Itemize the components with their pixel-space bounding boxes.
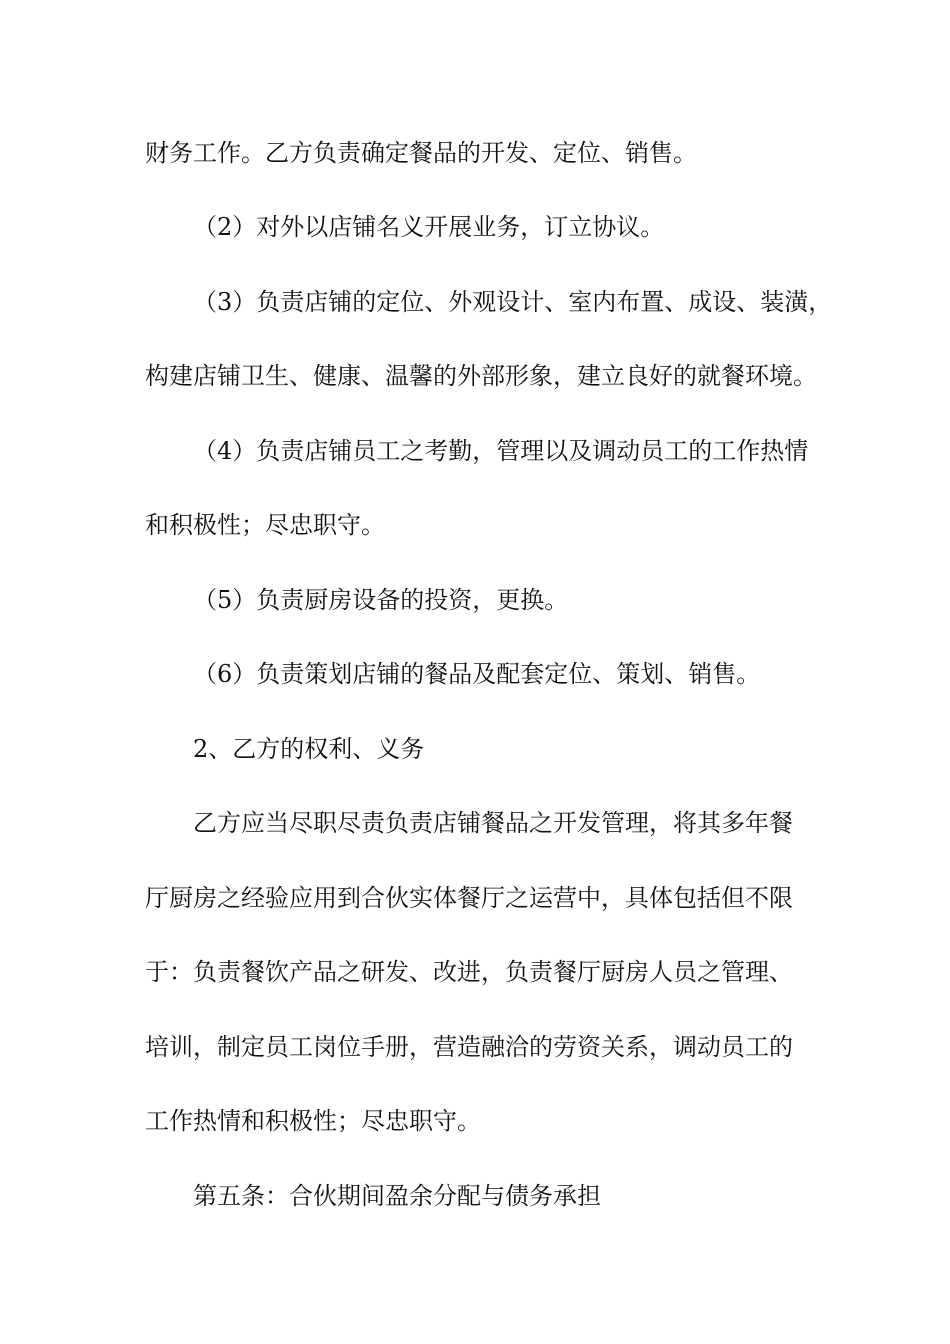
- paragraph-line: （6）负责策划店铺的餐品及配套定位、策划、销售。: [193, 660, 761, 688]
- paragraph-line: 构建店铺卫生、健康、温馨的外部形象，建立良好的就餐环境。: [145, 362, 817, 390]
- section-heading: 2、乙方的权利、义务: [193, 735, 425, 763]
- paragraph-line: 工作热情和积极性；尽忠职守。: [145, 1107, 481, 1135]
- paragraph-line: （5）负责厨房设备的投资，更换。: [193, 586, 569, 614]
- paragraph-line: 和积极性；尽忠职守。: [145, 511, 385, 539]
- paragraph-line: 厅厨房之经验应用到合伙实体餐厅之运营中，具体包括但不限: [145, 884, 793, 912]
- paragraph-line: （3）负责店铺的定位、外观设计、室内布置、成设、装潢，: [193, 288, 833, 316]
- paragraph-line: 培训，制定员工岗位手册，营造融洽的劳资关系，调动员工的: [145, 1033, 793, 1061]
- paragraph-line: （2）对外以店铺名义开展业务，订立协议。: [193, 213, 665, 241]
- paragraph-line: （4）负责店铺员工之考勤，管理以及调动员工的工作热情: [193, 437, 809, 465]
- article-heading: 第五条：合伙期间盈余分配与债务承担: [193, 1182, 601, 1210]
- paragraph-line: 乙方应当尽职尽责负责店铺餐品之开发管理，将其多年餐: [193, 809, 793, 837]
- paragraph-line: 于：负责餐饮产品之研发、改进，负责餐厅厨房人员之管理、: [145, 958, 793, 986]
- paragraph-line: 财务工作。乙方负责确定餐品的开发、定位、销售。: [145, 139, 697, 167]
